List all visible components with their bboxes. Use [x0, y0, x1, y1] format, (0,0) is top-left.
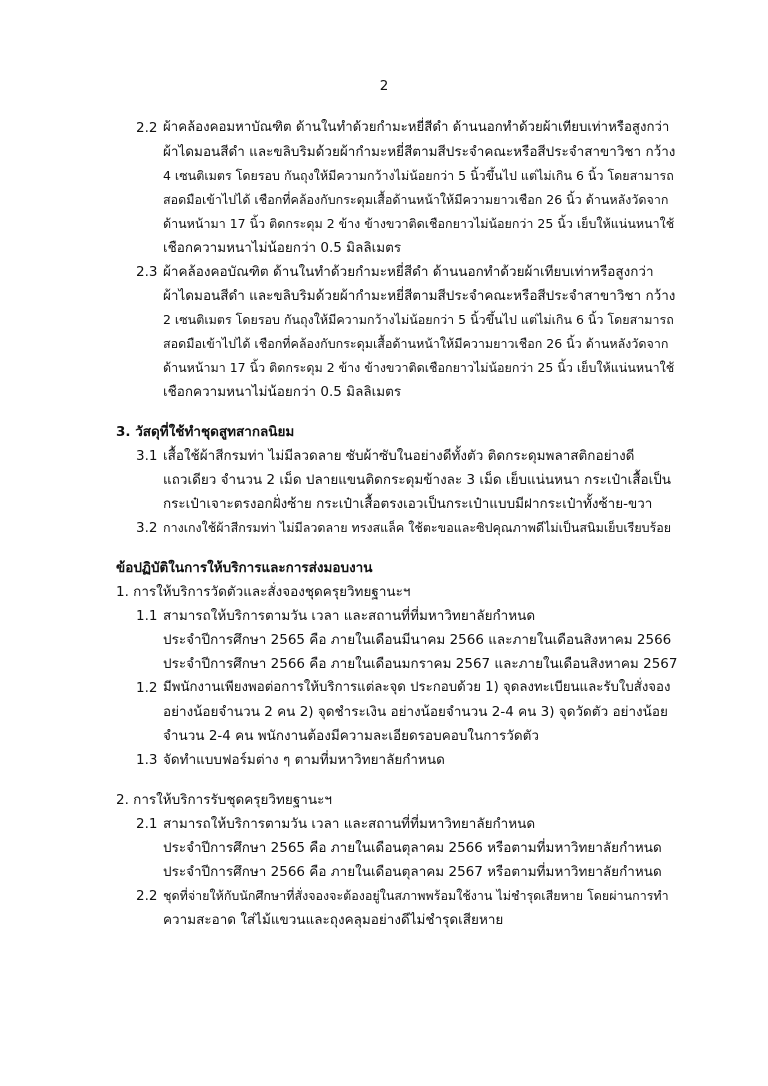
- section-heading: 3. วัสดุที่ใช้ทำชุดสูทสากลนิยม: [116, 424, 295, 440]
- paragraph-line: ประจำปีการศึกษา 2565 คือ ภายในเดือนตุลาคม 2566 หรือตามที่มหาวิทยาลัยกำหนด: [163, 840, 662, 856]
- paragraph-line: ด้านหน้ามา 17 นิ้ว ติดกระดุม 2 ข้าง ข้างขวาติดเชือกยาวไม่น้อยกว่า 25 นิ้ว เย็บให้แน่นหนาใช้: [163, 216, 675, 231]
- paragraph-line: ด้านหน้ามา 17 นิ้ว ติดกระดุม 2 ข้าง ข้างขวาติดเชือกยาวไม่น้อยกว่า 25 นิ้ว เย็บให้แน่นหนาใช้: [163, 360, 675, 375]
- paragraph-line: เสื้อใช้ผ้าสีกรมท่า ไม่มีลวดลาย ซับผ้าซับในอย่างดีทั้งตัว ติดกระดุมพลาสติกอย่างดี: [163, 448, 635, 464]
- section-heading: ข้อปฏิบัติในการให้บริการและการส่งมอบงาน: [116, 560, 373, 576]
- item-number-3-2: 3.2: [136, 520, 158, 536]
- paragraph-line: ผ้าคล้องคอบัณฑิต ด้านในทำด้วยกำมะหยี่สีดำ ด้านนอกทำด้วยผ้าเทียบเท่าหรือสูงกว่า: [163, 264, 654, 280]
- paragraph-line: อย่างน้อยจำนวน 2 คน 2) จุดชำระเงิน อย่างน้อยจำนวน 2-4 คน 3) จุดวัดตัว อย่างน้อย: [163, 704, 668, 720]
- paragraph-line: เชือกความหนาไม่น้อยกว่า 0.5 มิลลิเมตร: [163, 240, 402, 256]
- list-item-title: 2. การให้บริการรับชุดครุยวิทยฐานะฯ: [116, 792, 332, 808]
- paragraph-line: ประจำปีการศึกษา 2566 คือ ภายในเดือนมกราคม 2567 และภายในเดือนสิงหาคม 2567: [163, 656, 678, 672]
- paragraph-line: จำนวน 2-4 คน พนักงานต้องมีความละเอียดรอบคอบในการวัดตัว: [163, 728, 539, 744]
- paragraph-line: เชือกความหนาไม่น้อยกว่า 0.5 มิลลิเมตร: [163, 384, 402, 400]
- paragraph-line: แถวเดียว จำนวน 2 เม็ด ปลายแขนติดกระดุมข้างละ 3 เม็ด เย็บแน่นหนา กระเป๋าเสื้อเป็น: [163, 472, 671, 488]
- paragraph-line: 4 เซนติเมตร โดยรอบ กันถุงให้มีความกว้างไม่น้อยกว่า 5 นิ้วขึ้นไป แต่ไม่เกิน 6 นิ้ว โดยสามารถ: [163, 168, 674, 183]
- paragraph-line: ผ้าไดมอนสีดำ และขลิบริมด้วยผ้ากำมะหยี่สีตามสีประจำคณะหรือสีประจำสาขาวิชา กว้าง: [163, 288, 676, 304]
- paragraph-line: ชุดที่จ่ายให้กับนักศึกษาที่สั่งจองจะต้องอยู่ในสภาพพร้อมใช้งาน ไม่ชำรุดเสียหาย โดยผ่านการทำ: [163, 888, 669, 903]
- paragraph-line: ประจำปีการศึกษา 2566 คือ ภายในเดือนตุลาคม 2567 หรือตามที่มหาวิทยาลัยกำหนด: [163, 864, 662, 880]
- paragraph-line: มีพนักงานเพียงพอต่อการให้บริการแต่ละจุด ประกอบด้วย 1) จุดลงทะเบียนและรับใบสั่งจอง: [163, 680, 671, 695]
- page-number: 2: [379, 78, 389, 94]
- paragraph-line: ผ้าคล้องคอมหาบัณฑิต ด้านในทำด้วยกำมะหยี่สีดำ ด้านนอกทำด้วยผ้าเทียบเท่าหรือสูงกว่า: [163, 120, 670, 135]
- paragraph-line: กางเกงใช้ผ้าสีกรมท่า ไม่มีลวดลาย ทรงสแล็ค ใช้ตะขอและซิปคุณภาพดีไม่เป็นสนิมเย็บเรียบร้อย: [163, 520, 672, 535]
- item-number-2-2: 2.2: [136, 120, 158, 136]
- item-number-1-1: 1.1: [136, 608, 158, 624]
- item-number-1-2: 1.2: [136, 680, 158, 696]
- paragraph-line: สามารถให้บริการตามวัน เวลา และสถานที่ที่มหาวิทยาลัยกำหนด: [163, 816, 536, 832]
- item-number-3-1: 3.1: [136, 448, 158, 464]
- paragraph-line: 2 เซนติเมตร โดยรอบ กันถุงให้มีความกว้างไม่น้อยกว่า 5 นิ้วขึ้นไป แต่ไม่เกิน 6 นิ้ว โดยสามารถ: [163, 312, 674, 327]
- paragraph-line: สอดมือเข้าไปได้ เชือกที่คล้องกับกระดุมเสื้อด้านหน้าให้มีความยาวเชือก 26 นิ้ว ด้านหลังวัดจาก: [163, 192, 669, 207]
- paragraph-line: ผ้าไดมอนสีดำ และขลิบริมด้วยผ้ากำมะหยี่สีตามสีประจำคณะหรือสีประจำสาขาวิชา กว้าง: [163, 144, 676, 160]
- item-number-2-2: 2.2: [136, 888, 158, 904]
- paragraph-line: สามารถให้บริการตามวัน เวลา และสถานที่ที่มหาวิทยาลัยกำหนด: [163, 608, 536, 624]
- paragraph-line: สอดมือเข้าไปได้ เชือกที่คล้องกับกระดุมเสื้อด้านหน้าให้มีความยาวเชือก 26 นิ้ว ด้านหลังวัดจาก: [163, 336, 669, 351]
- item-number-1-3: 1.3: [136, 752, 158, 768]
- paragraph-line: ความสะอาด ใส่ไม้แขวนและถุงคลุมอย่างดีไม่ชำรุดเสียหาย: [163, 912, 504, 928]
- paragraph-line: จัดทำแบบฟอร์มต่าง ๆ ตามที่มหาวิทยาลัยกำหนด: [163, 752, 445, 768]
- paragraph-line: กระเป๋าเจาะตรงอกฝั่งซ้าย กระเป๋าเสื้อตรงเอวเป็นกระเป๋าแบบมีฝากระเป๋าทั้งซ้าย-ขวา: [163, 496, 653, 512]
- list-item-title: 1. การให้บริการวัดตัวและสั่งจองชุดครุยวิทยฐานะฯ: [116, 584, 411, 600]
- item-number-2-1: 2.1: [136, 816, 158, 832]
- item-number-2-3: 2.3: [136, 264, 158, 280]
- paragraph-line: ประจำปีการศึกษา 2565 คือ ภายในเดือนมีนาคม 2566 และภายในเดือนสิงหาคม 2566: [163, 632, 672, 648]
